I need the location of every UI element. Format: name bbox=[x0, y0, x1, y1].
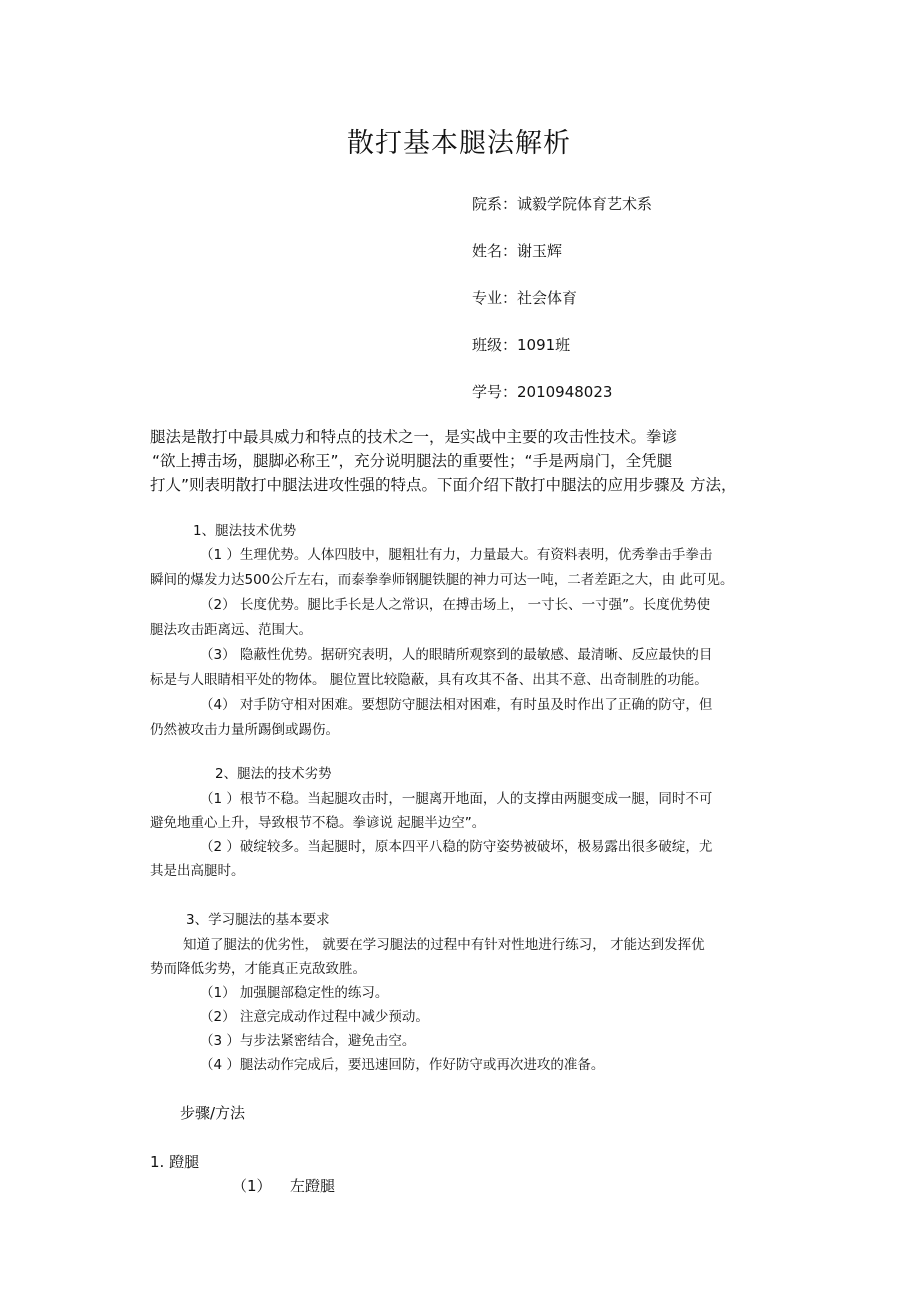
intro-line: 腿法是散打中最具威力和特点的技术之一，是实战中主要的攻击性技术。拳谚 bbox=[150, 428, 678, 446]
info-student-id: 学号：2010948023 bbox=[472, 383, 613, 401]
section-2-line: 其是出高腿时。 bbox=[150, 863, 245, 879]
section-1-line: 标是与人眼睛相平处的物体。 腿位置比较隐蔽，具有攻其不备、出其不意、出奇制胜的功能。 bbox=[150, 672, 708, 688]
info-class: 班级：1091班 bbox=[472, 336, 571, 354]
section-3-line: （4 ）腿法动作完成后，要迅速回防，作好防守或再次进攻的准备。 bbox=[200, 1057, 605, 1073]
section-1-line: （4） 对手防守相对困难。要想防守腿法相对困难，有时虽及时作出了正确的防守，但 bbox=[200, 697, 713, 713]
section-1-line: （1 ）生理优势。人体四肢中，腿粗壮有力，力量最大。有资料表明，优秀拳击手拳击 bbox=[200, 547, 713, 563]
steps-item-1-sub-number: （1） bbox=[232, 1177, 272, 1195]
section-1-line: （2） 长度优势。腿比手长是人之常识，在搏击场上， 一寸长、一寸强”。长度优势使 bbox=[200, 597, 711, 613]
section-3-line: 势而降低劣势，才能真正克敌致胜。 bbox=[150, 961, 366, 977]
document-title: 散打基本腿法解析 bbox=[347, 128, 571, 159]
section-2-line: 避免地重心上升，导致根节不稳。拳谚说 起腿半边空”。 bbox=[150, 815, 486, 831]
section-2-heading: 2、腿法的技术劣势 bbox=[215, 766, 332, 782]
section-2-line: （1 ）根节不稳。当起腿攻击时，一腿离开地面，人的支撑由两腿变成一腿，同时不可 bbox=[200, 791, 713, 807]
section-1-line: 仍然被攻击力量所踢倒或踢伤。 bbox=[150, 722, 339, 738]
section-3-line: （2） 注意完成动作过程中减少预动。 bbox=[200, 1009, 429, 1025]
intro-line: 打人”则表明散打中腿法进攻性强的特点。下面介绍下散打中腿法的应用步骤及 方法， bbox=[150, 476, 737, 494]
section-3-line: （3 ）与步法紧密结合，避免击空。 bbox=[200, 1033, 416, 1049]
info-name: 姓名：谢玉辉 bbox=[472, 242, 563, 260]
section-3-line: （1） 加强腿部稳定性的练习。 bbox=[200, 985, 389, 1001]
section-3-line: 知道了腿法的优劣性， 就要在学习腿法的过程中有针对性地进行练习， 才能达到发挥优 bbox=[183, 937, 705, 953]
section-2-line: （2 ）破绽较多。当起腿时，原本四平八稳的防守姿势被破坏，极易露出很多破绽，尤 bbox=[200, 839, 713, 855]
steps-heading: 步骤/方法 bbox=[180, 1104, 246, 1122]
section-3-heading: 3、学习腿法的基本要求 bbox=[186, 912, 330, 928]
section-1-line: （3） 隐蔽性优势。据研究表明，人的眼睛所观察到的最敏感、最清晰、反应最快的目 bbox=[200, 647, 713, 663]
section-1-line: 腿法攻击距离远、范围大。 bbox=[150, 622, 312, 638]
intro-line: “欲上搏击场，腿脚必称王”，充分说明腿法的重要性；“手是两扇门，全凭腿 bbox=[152, 452, 673, 470]
steps-item-1-sub-label: 左蹬腿 bbox=[290, 1177, 336, 1195]
info-department: 院系：诚毅学院体育艺术系 bbox=[472, 195, 653, 213]
section-1-heading: 1、腿法技术优势 bbox=[193, 523, 297, 539]
info-major: 专业：社会体育 bbox=[472, 289, 578, 307]
steps-item-1: 1. 蹬腿 bbox=[150, 1153, 200, 1171]
section-1-line: 瞬间的爆发力达500公斤左右，而泰拳拳师钢腿铁腿的神力可达一吨，二者差距之大，由 此可见。 bbox=[150, 572, 734, 588]
